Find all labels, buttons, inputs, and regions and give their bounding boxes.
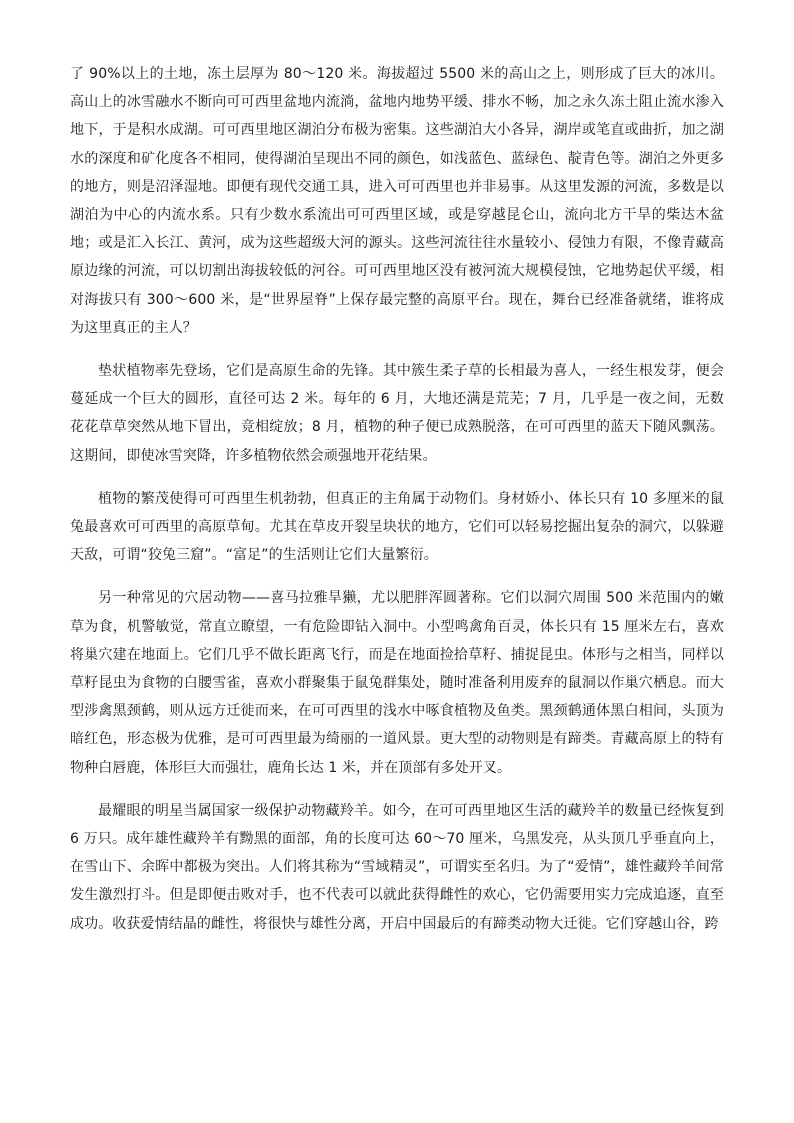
paragraph-3: 植物的繁茂使得可可西里生机勃勃，但真正的主角属于动物们。身材娇小、体长只有 10 多厘米的鼠兔最喜欢可可西里的高原草甸。尤其在草皮开裂呈块状的地方，它们可以轻易挖掘出复杂的洞穴，以躲避天敌，可谓“狡兔三窟”。“富足”的生活则让它们大量繁衍。 bbox=[70, 490, 724, 564]
paragraph-1: 了 90%以上的土地，冻土层厚为 80～120 米。海拔超过 5500 米的高山之上，则形成了巨大的冰川。高山上的冰雪融水不断向可可西里盆地内流淌，盆地内地势平缓、排水不畅，加之永久冻土阻止流水渗入地下，于是积水成湖。可可西里地区湖泊分布极为密集。这些湖泊大小各异，湖岸或笔直或曲折，加之湖水的深度和矿化度各不相同，使得湖泊呈现出不同的颜色，如浅蓝色、蓝绿色、靛青色等。湖泊之外更多的地方，则是沼泽湿地。即便有现代交通工具，进入可可西里也并非易事。从这里发源的河流，多数是以湖泊为中心的内流水系。只有少数水系流出可可西里区域，或是穿越昆仑山，流向北方干旱的柴达木盆地；或是汇入长江、黄河，成为这些超级大河的源头。这些河流往往水量较小、侵蚀力有限，不像青藏高原边缘的河流，可以切割出海拔较低的河谷。可可西里地区没有被河流大规模侵蚀，它地势起伏平缓，相对海拔只有 300～600 米，是“世界屋脊”上保存最完整的高原平台。现在，舞台已经准备就绪，谁将成为这里真正的主人？ bbox=[70, 66, 724, 336]
paragraph-4: 另一种常见的穴居动物——喜马拉雅旱獭，尤以肥胖浑圆著称。它们以洞穴周围 500 米范围内的嫩草为食，机警敏觉，常直立瞭望，一有危险即钻入洞中。小型鸣禽角百灵，体长只有 15 厘米左右，喜欢将巢穴建在地面上。它们几乎不做长距离飞行，而是在地面捡拾草籽、捕捉昆虫。体形与之相当，同样以草籽昆虫为食物的白腰雪雀，喜欢小群聚集于鼠兔群集处，随时准备利用废弃的鼠洞以作巢穴栖息。而大型涉禽黑颈鹤，则从远方迁徙而来，在可可西里的浅水中啄食植物及鱼类。黑颈鹤通体黑白相间，头顶为暗红色，形态极为优雅，是可可西里最为绮丽的一道风景。更大型的动物则是有蹄类。青藏高原上的特有物种白唇鹿，体形巨大而强壮，鹿角长达 1 米，并在顶部有多处开叉。 bbox=[70, 590, 724, 776]
paragraph-2: 垫状植物率先登场，它们是高原生命的先锋。其中簇生柔子草的长相最为喜人，一经生根发芽，便会蔓延成一个巨大的圆形，直径可达 2 米。每年的 6 月，大地还满是荒芜；7 月，几乎是一夜之间，无数花花草草突然从地下冒出，竞相绽放；8 月，植物的种子便已成熟脱落，在可可西里的蓝天下随风飘荡。这期间，即使冰雪突降，许多植物依然会顽强地开花结果。 bbox=[70, 363, 724, 464]
paragraph-5: 最耀眼的明星当属国家一级保护动物藏羚羊。如今，在可可西里地区生活的藏羚羊的数量已经恢复到 6 万只。成年雄性藏羚羊有黝黑的面部，角的长度可达 60～70 厘米，乌黑发亮，从头顶几乎垂直向上，在雪山下、余晖中都极为突出。人们将其称为“雪域精灵”，可谓实至名归。为了“爱情”，雄性藏羚羊间常发生激烈打斗。但是即便击败对手，也不代表可以就此获得雌性的欢心，它仍需要用实力完成追逐，直至成功。收获爱情结晶的雌性，将很快与雄性分离，开启中国最后的有蹄类动物大迁徙。它们穿越山谷，跨 bbox=[70, 802, 724, 932]
document-body bbox=[70, 60, 724, 953]
